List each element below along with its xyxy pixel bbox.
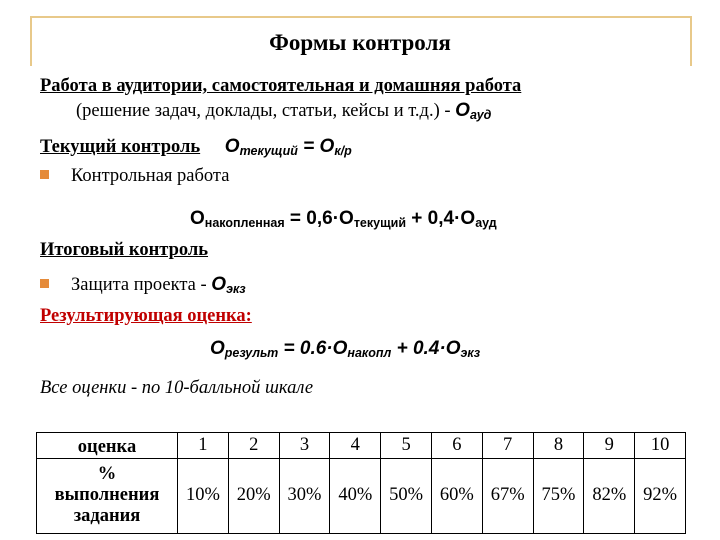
percent-cell: 82% [584,458,635,533]
percent-cell: 60% [431,458,482,533]
classwork-symbol: $O_{ауд}$ [455,100,492,122]
table-row [37,433,686,459]
grade-cell: 4 [330,433,381,459]
table-label-percent: % выполнения задания [37,458,178,533]
classwork-heading: Работа в аудитории, самостоятельная и домашняя работа [40,76,522,96]
grade-cell: 5 [381,433,432,459]
accumulated-formula: $O_{накопленная} = 0,6\cdot O_{текущий} + 0,4\cdot O_{ауд}$ [190,208,497,230]
grade-cell: 1 [178,433,229,459]
result-formula: $O_{результ} = 0.6\cdot O_{накопл} + 0.4\cdot O_{экз}$ [210,338,481,360]
square-bullet-icon [40,279,49,288]
square-bullet-icon [40,170,49,179]
percent-cell: 20% [228,458,279,533]
percent-cell: 30% [279,458,330,533]
table-label-grade: оценка [37,433,178,459]
grade-cell: 8 [533,433,584,459]
table-row [37,458,686,533]
percent-cell: 92% [635,458,686,533]
final-heading: Итоговый контроль [40,240,209,260]
percent-cell: 67% [482,458,533,533]
grade-cell: 7 [482,433,533,459]
current-line [40,136,352,158]
page-title: Формы контроля [269,30,451,55]
percent-cell: 50% [381,458,432,533]
grade-cell: 3 [279,433,330,459]
scale-note: Все оценки - по 10-балльной шкале [40,378,314,398]
classwork-detail-line [76,100,491,122]
current-formula: $O_{текущий} = O_{к/р}$ [224,136,352,158]
grade-cell: 2 [228,433,279,459]
classwork-detail: (решение задач, доклады, статьи, кейсы и т.д.) - [76,101,456,121]
final-bullet-text: Защита проекта - [71,275,212,295]
final-symbol: $O_{экз}$ [211,274,246,296]
current-bullet-text: Контрольная работа [71,166,230,186]
grade-table [36,432,686,534]
grade-cell: 6 [431,433,482,459]
current-bullet-line [40,166,229,187]
grade-cell: 10 [635,433,686,459]
result-heading: Результирующая оценка: [40,306,252,326]
percent-cell: 40% [330,458,381,533]
grade-cell: 9 [584,433,635,459]
percent-cell: 10% [178,458,229,533]
title-frame-top [30,16,690,18]
percent-cell: 75% [533,458,584,533]
current-heading: Текущий контроль [40,137,201,157]
final-bullet-line [40,274,246,296]
